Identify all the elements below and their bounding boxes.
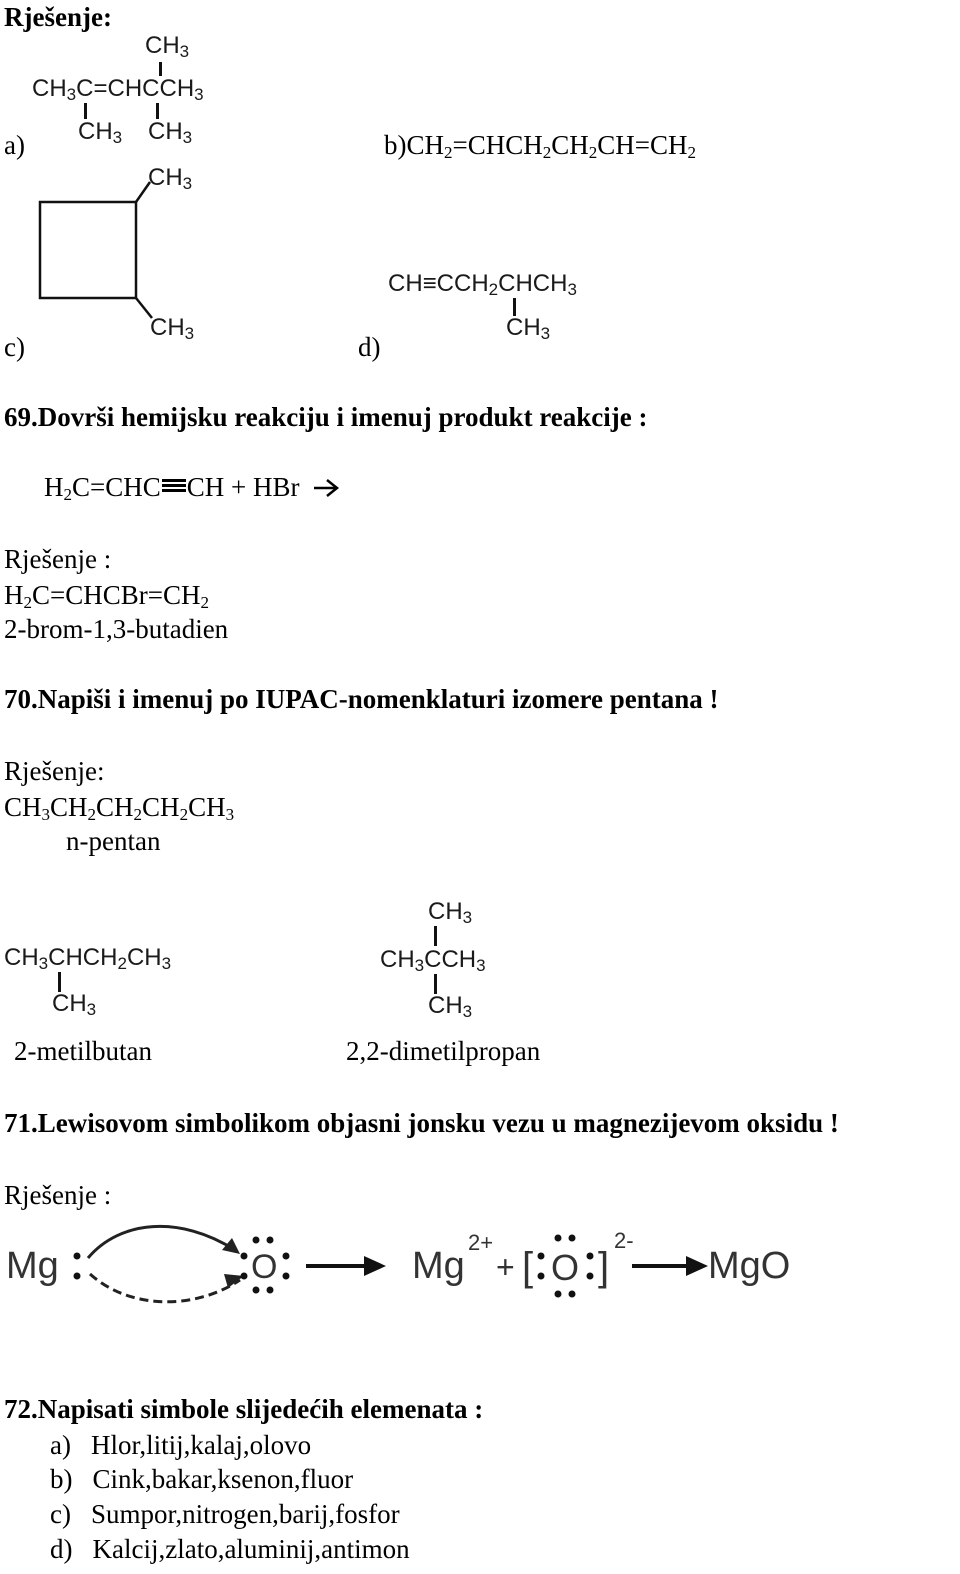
list-item-text: Hlor,litij,kalaj,olovo: [90, 1430, 312, 1460]
reaction-arrow-icon: [686, 1256, 708, 1276]
lewis-diagram: [0, 1210, 820, 1320]
solution-heading: Rješenje:: [4, 2, 112, 32]
triple-bond-icon: [162, 479, 186, 493]
electron-transfer-arrow-top: [88, 1226, 235, 1258]
formula-b: $b)CH_2=CHCH_2CH_2CH=CH_2$: [384, 130, 697, 162]
solution-label-70: Rješenje:: [4, 756, 105, 786]
list-item-label: b): [50, 1464, 73, 1494]
question-70-title: 70.Napiši i imenuj po IUPAC-nomenklaturi izomere pentana !: [4, 684, 719, 714]
mg-ion: Mg: [412, 1245, 465, 1287]
struct-c-top: $CH_3$: [148, 164, 193, 193]
mgo-product: MgO: [708, 1245, 791, 1287]
plus-sign: +: [496, 1249, 515, 1285]
struct-d-main: $CH\equiv CCH_2CHCH_3$: [388, 270, 577, 299]
name-dimetilpropan: 2,2-dimetilpropan: [346, 1036, 541, 1066]
list-item: [50, 1430, 311, 1461]
struct-a-top: $CH_3$: [145, 32, 190, 61]
struct-dimetilpropan-mid: $CH_3CCH_3$: [380, 946, 486, 975]
bond: [434, 974, 437, 994]
bond: [434, 926, 437, 946]
bond: [58, 972, 61, 992]
list-item: [50, 1464, 353, 1495]
list-item-text: Cink,bakar,ksenon,fluor: [92, 1464, 354, 1494]
name-2metilbutan: 2-metilbutan: [14, 1036, 152, 1066]
question-72-title: 72.Napisati simbole slijedećih elemenata :: [4, 1394, 484, 1424]
struct-dimetilpropan-bottom: $CH_3$: [428, 992, 473, 1021]
bracket-open: [: [522, 1245, 534, 1289]
o-atom: O: [251, 1248, 278, 1286]
struct-a-bottom-right: $CH_3$: [148, 118, 193, 147]
list-item-label: a): [50, 1430, 71, 1460]
label-a: a): [4, 130, 25, 160]
product-69: $H_2C=CHCBr=CH_2$: [4, 580, 209, 612]
label-d: d): [358, 332, 381, 362]
product-name-69: 2-brom-1,3-butadien: [4, 614, 229, 644]
bond: [156, 103, 159, 119]
label-c: c): [4, 332, 25, 362]
struct-dimetilpropan-top: $CH_3$: [428, 898, 473, 927]
solution-label-71: Rješenje :: [4, 1180, 112, 1210]
reaction-69: $H_2C=CHC$ CH + HBr: [44, 472, 340, 503]
struct-d-branch: $CH_3$: [506, 314, 551, 343]
arrowhead-icon: [222, 1238, 240, 1254]
name-npentan: n-pentan: [66, 826, 161, 856]
reaction-arrow-icon: [364, 1256, 386, 1276]
list-item: [50, 1534, 410, 1565]
list-item-label: c): [50, 1499, 71, 1529]
list-item-text: Kalcij,zlato,aluminij,antimon: [92, 1534, 410, 1564]
struct-a-bottom-left: $CH_3$: [78, 118, 123, 147]
struct-2metilbutan-main: $CH_3CHCH_2CH_3$: [4, 944, 172, 973]
mg-ion-charge: 2+: [468, 1230, 494, 1255]
oxide-ion: O: [551, 1247, 580, 1288]
mg-atom: Mg: [6, 1245, 59, 1287]
bracket-close: ]: [598, 1245, 610, 1289]
formula-npentan: $CH_3CH_2CH_2CH_2CH_3$: [4, 792, 235, 824]
reaction-arrow-icon: [312, 478, 340, 498]
list-item-text: Sumpor,nitrogen,barij,fosfor: [90, 1499, 400, 1529]
bond: [159, 62, 162, 76]
struct-2metilbutan-branch: $CH_3$: [52, 990, 97, 1019]
question-69-title: 69.Dovrši hemijsku reakciju i imenuj produkt reakcije :: [4, 402, 648, 432]
solution-label-69: Rješenje :: [4, 544, 112, 574]
bond: [84, 103, 87, 119]
oxide-charge: 2-: [614, 1228, 634, 1253]
list-item: [50, 1499, 400, 1530]
question-71-title: 71.Lewisovom simbolikom objasni jonsku vezu u magnezijevom oksidu !: [4, 1108, 839, 1138]
electron-transfer-arrow-bottom: [90, 1274, 240, 1302]
struct-c-bottom: $CH_3$: [150, 314, 195, 343]
struct-a-main: $CH_3C=CHCCH_3$: [32, 75, 204, 104]
list-item-label: d): [50, 1534, 73, 1564]
